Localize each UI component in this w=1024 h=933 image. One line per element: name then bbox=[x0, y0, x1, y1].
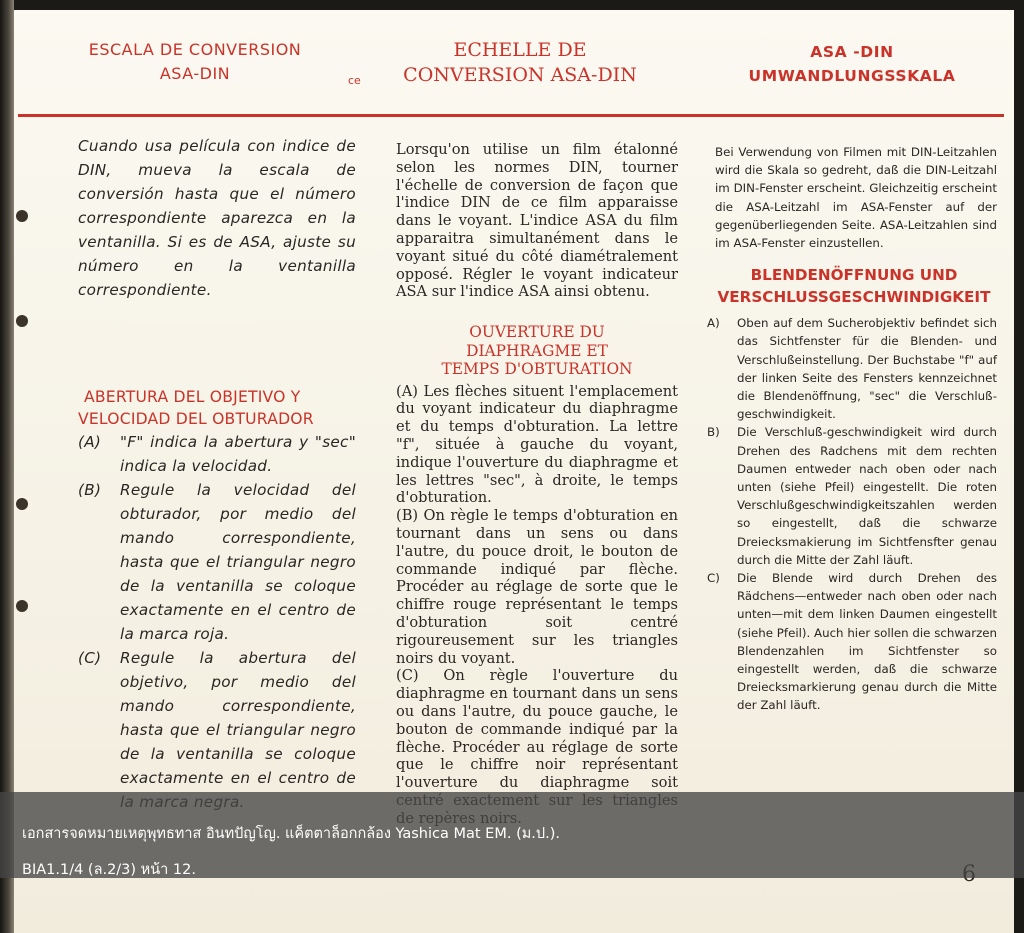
ce-mark: ce bbox=[348, 74, 361, 87]
column-german bbox=[707, 143, 997, 715]
header-fr-line: CONVERSION ASA-DIN bbox=[403, 64, 637, 86]
header-es-line: ASA-DIN bbox=[159, 64, 231, 83]
caption-line: BIA1.1/4 (ล.2/3) หน้า 12. bbox=[22, 862, 196, 878]
header-fr-line: ECHELLE DE bbox=[453, 39, 587, 61]
list-item bbox=[707, 423, 997, 569]
es-heading bbox=[78, 386, 356, 430]
item-text: Die Verschluß-geschwindigkeit wird durch Drehen des Radchens mit dem rechten Daumen entweder nach oben oder nach unten (siehe Pfeil) eingestellt. Die roten Verschlußgeschwindigkeitszahlen werden so eingestellt, daß die schwarze Dreiecksmakierung im Sichtfensfter genau durch die Mitte der Zahl läuft. bbox=[737, 425, 997, 567]
fr-paragraph: (A) Les flèches situent l'emplacement du voyant indicateur du diaphragme et du temps d'obturation. La lettre "f", située à gauche du voyant, indique l'ouverture du diaphragme et les lettres "sec", à droite, le temps d'obturation. bbox=[396, 382, 678, 507]
list-item bbox=[707, 314, 997, 423]
header-de-line: ASA -DIN bbox=[810, 43, 894, 61]
item-text: Regule la abertura del objetivo, por medio del mando correspondiente, hasta que el triangular negro de la ventanilla se coloque exactamente en el centro de bbox=[120, 649, 356, 787]
caption-line: เอกสารจดหมายเหตุพุทธทาส อินทปัญโญ. แค็ตตาล็อกกล้อง Yashica Mat EM. (ม.ป.). bbox=[22, 826, 560, 842]
item-marker: B) bbox=[707, 425, 720, 440]
fr-paragraph: (C) On règle l'ouverture du diaphragme en tournant dans un sens ou dans l'autre, du pouce gauche, le bouton de commande indiqué par la flèche. Procéder au réglage de sorte que le chiffre noir représentant l'ouverture du diaphragme soit bbox=[396, 667, 678, 792]
fr-heading-line: TEMPS D'OBTURATION bbox=[441, 360, 633, 379]
de-list bbox=[707, 314, 997, 714]
column-spanish bbox=[78, 134, 356, 814]
list-item bbox=[78, 478, 356, 646]
fr-heading bbox=[396, 323, 678, 379]
es-heading-line: ABERTURA DEL OBJETIVO Y bbox=[84, 388, 301, 406]
header-es bbox=[70, 38, 320, 86]
item-marker: C) bbox=[707, 571, 720, 586]
header-es-line: ESCALA DE CONVERSION bbox=[88, 40, 302, 59]
binding-hole bbox=[16, 498, 28, 510]
item-text: "F" indica la abertura y "sec" indica la velocidad. bbox=[120, 433, 356, 475]
es-heading-line: VELOCIDAD DEL OBTURADOR bbox=[78, 410, 314, 428]
item-text: Regule la velocidad del obturador, por medio del mando correspondiente, hasta que el triangular negro de la ventanilla se coloque exactamente en el centro de la marca roja. bbox=[120, 481, 356, 643]
item-marker: (A) bbox=[78, 433, 102, 451]
item-text: Oben auf dem Sucherobjektiv befindet sich das Sichtfenster für die Blenden- und Verschlußeinstellung. Der Buchstabe "f" auf der linken Seite des Fensters kennzeichnet die Blendenöffnung, "sec" die Verschluß-geschwindigkeit. bbox=[737, 316, 997, 422]
list-item bbox=[78, 646, 356, 814]
list-item bbox=[707, 569, 997, 715]
es-list bbox=[78, 430, 356, 814]
item-marker: (B) bbox=[78, 481, 102, 499]
fr-body bbox=[396, 383, 678, 828]
fr-heading-line: OUVERTURE DU bbox=[469, 323, 605, 342]
header-fr bbox=[370, 38, 670, 88]
header-rule bbox=[18, 114, 1004, 117]
fr-paragraph: (B) On règle le temps d'obturation en tournant dans un sens ou dans l'autre, du pouce droit, le bouton de commande indiqué par flèche. Procéder au réglage de sorte que le chiffre rouge représentant le temps d'obturation soit centré rigoureusement sur les triangles noirs du voyant. bbox=[396, 507, 678, 667]
de-intro: Bei Verwendung von Filmen mit DIN-Leitzahlen wird die Skala so gedreht, daß die DIN-Leitzahl im DIN-Fenster erscheint. Gleichzeitig erscheint die ASA-Leitzahl im ASA-Fenster auf der gegenüberliegenden Seite. ASA-Leitzahlen sind im ASA-Fenster einzustellen. bbox=[715, 145, 997, 251]
header-de bbox=[712, 40, 992, 88]
fr-heading-line: DIAPHRAGME ET bbox=[466, 341, 608, 360]
column-french bbox=[396, 141, 678, 828]
item-marker: A) bbox=[707, 316, 720, 331]
item-marker: (C) bbox=[78, 649, 102, 667]
list-item bbox=[78, 430, 356, 478]
fr-intro: Lorsqu'on utilise un film étalonné selon les normes DIN, tourner l'échelle de conversion de façon que l'indice DIN de ce film apparaisse dans le voyant. L'indice ASA du film apparaitra simultanément dans le voyant situé du côté diamétralement opposé. Régler le voyant indicateur ASA sur l'indice ASA ainsi obtenu. bbox=[396, 141, 678, 301]
item-text: Die Blende wird durch Drehen des Rädchens—entweder nach oben oder nach unten—mit dem linken Daumen eingestellt (siehe Pfeil). Auch hier sollen die schwarzen Blendenzahlen im Sichtfenster so eingestellt werden, daß die schwarze Dreiecksmarkierung genau durch die Mitte der Zahl läuft. bbox=[737, 571, 997, 713]
binding-hole bbox=[16, 600, 28, 612]
de-heading-line: VERSCHLUSSGESCHWINDIGKEIT bbox=[717, 288, 991, 307]
header-de-line: UMWANDLUNGSSKALA bbox=[748, 67, 956, 85]
de-heading bbox=[703, 264, 1005, 308]
caption-overlay bbox=[0, 792, 1024, 878]
es-intro: Cuando usa película con indice de DIN, mueva la escala de conversión hasta que el número correspondiente aparezca en la ventanilla. Si es de ASA, ajuste su número en la ventanilla correspondiente. bbox=[78, 137, 356, 299]
binding-hole bbox=[16, 210, 28, 222]
de-heading-line: BLENDENÖFFNUNG UND bbox=[750, 266, 958, 285]
binding-hole bbox=[16, 315, 28, 327]
